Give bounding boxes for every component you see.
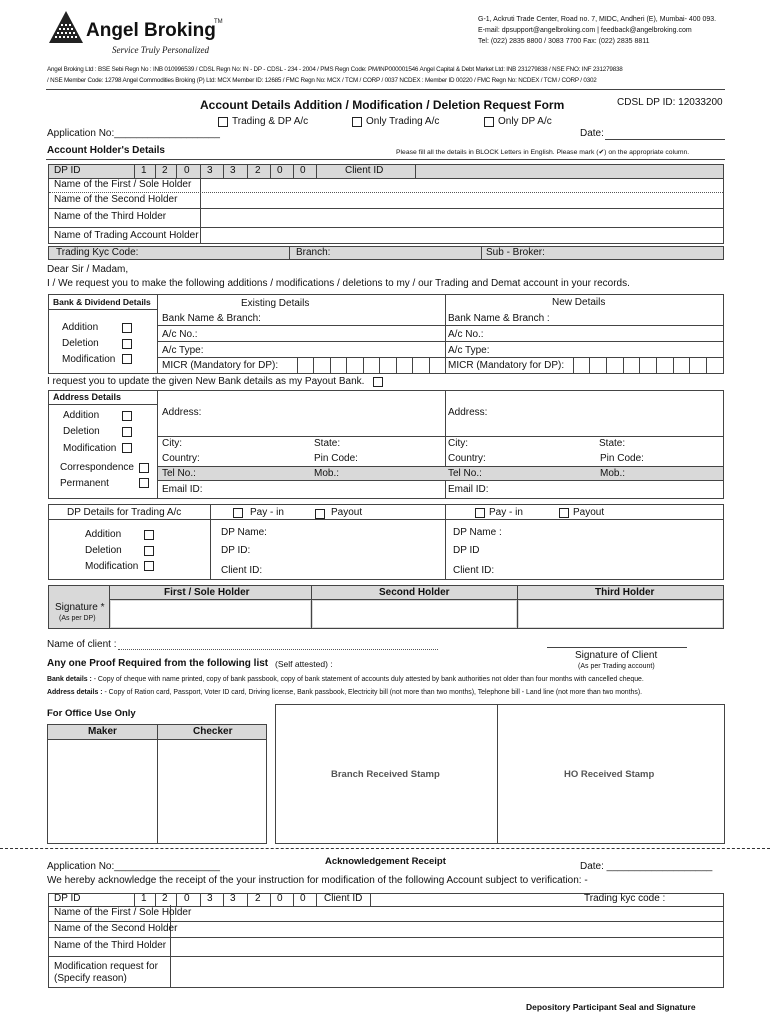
client-id-label: Client ID xyxy=(345,165,384,176)
first-holder-signature-box[interactable] xyxy=(111,601,310,627)
new-micr-boxes[interactable] xyxy=(573,357,723,373)
second-holder-label: Name of the Second Holder xyxy=(54,194,178,205)
row-divider xyxy=(49,921,723,922)
only-dp-label: Only DP A/c xyxy=(498,116,552,127)
bank-addition-checkbox[interactable] xyxy=(122,323,132,333)
row-divider xyxy=(109,599,723,600)
dp-digit: 1 xyxy=(141,165,147,176)
address-proof-line xyxy=(47,689,642,696)
row-divider xyxy=(157,466,723,467)
existing-city: City: xyxy=(162,438,182,449)
new-country: Country: xyxy=(448,453,486,464)
dp-name-right: DP Name : xyxy=(453,527,502,538)
ho-received-stamp: HO Received Stamp xyxy=(564,769,655,780)
ack-holder-table xyxy=(48,905,724,988)
maker-heading: Maker xyxy=(88,726,117,737)
section-line xyxy=(46,159,725,160)
col-divider xyxy=(311,586,312,628)
bank-details-table xyxy=(48,294,724,374)
ack-heading: Acknowledgement Receipt xyxy=(325,856,446,867)
bank-proof-label: Bank details : xyxy=(47,676,92,683)
existing-pin: Pin Code: xyxy=(314,453,358,464)
new-ac-no: A/c No.: xyxy=(448,329,484,340)
ack-date[interactable]: Date: ___________________ xyxy=(580,861,713,872)
col-divider xyxy=(109,586,110,628)
only-trading-checkbox[interactable] xyxy=(352,117,362,127)
row-divider xyxy=(49,404,157,405)
dp-digit: 0 xyxy=(300,165,306,176)
ack-modification-request: Modification request for xyxy=(54,961,158,972)
new-state: State: xyxy=(599,438,626,449)
row-divider xyxy=(157,480,723,481)
bank-modification-checkbox[interactable] xyxy=(122,354,132,364)
new-address: Address: xyxy=(448,407,488,418)
col-divider xyxy=(210,505,211,579)
bank-proof-text: - Copy of cheque with name printed, copy of bank passbook, copy of bank statement of accounts duly attested by bank authorities not older than four months with cancelled cheque. xyxy=(91,676,644,683)
row-divider xyxy=(157,341,723,342)
second-holder-signature-box[interactable] xyxy=(313,601,516,627)
ack-dp-digit: 1 xyxy=(141,893,147,904)
bank-addition-label: Addition xyxy=(62,322,99,333)
maker-checker-table xyxy=(47,724,267,844)
ack-dp-digit: 3 xyxy=(230,893,236,904)
row-divider xyxy=(49,956,723,957)
dp-details-heading: DP Details for Trading A/c xyxy=(67,507,182,518)
ack-third-holder: Name of the Third Holder xyxy=(54,940,167,951)
new-email: Email ID: xyxy=(448,484,489,495)
col-divider xyxy=(481,247,482,259)
logo xyxy=(48,10,84,44)
address-deletion-label: Deletion xyxy=(63,426,100,437)
new-tel: Tel No.: xyxy=(448,468,482,479)
existing-tel: Tel No.: xyxy=(162,468,196,479)
row-divider xyxy=(49,227,723,228)
row-divider xyxy=(49,937,723,938)
existing-ac-type: A/c Type: xyxy=(162,345,204,356)
payin-checkbox-right[interactable] xyxy=(475,508,485,518)
dp-digit: 2 xyxy=(255,165,261,176)
company-name: Angel Broking xyxy=(86,20,216,41)
existing-ac-no: A/c No.: xyxy=(162,329,198,340)
ack-dp-digit: 3 xyxy=(207,893,213,904)
cdsl-dp-id: CDSL DP ID: 12033200 xyxy=(617,97,723,108)
address-modification-checkbox[interactable] xyxy=(122,443,132,453)
first-sole-holder-heading: First / Sole Holder xyxy=(164,587,250,598)
dp-id-label: DP ID xyxy=(54,165,81,176)
dp-addition-label: Addition xyxy=(85,529,122,540)
existing-bank-name: Bank Name & Branch: xyxy=(162,313,261,324)
ack-dp-digit: 2 xyxy=(255,893,261,904)
row-divider xyxy=(49,519,723,520)
ack-first-holder: Name of the First / Sole Holder xyxy=(54,907,192,918)
ack-dp-digit: 0 xyxy=(300,893,306,904)
row-divider xyxy=(157,436,723,437)
bank-modification-label: Modification xyxy=(62,354,116,365)
existing-micr-boxes[interactable] xyxy=(297,357,445,373)
signature-of-client-line[interactable] xyxy=(547,647,687,648)
cut-line xyxy=(0,848,770,849)
payout-checkbox-left[interactable] xyxy=(315,509,325,519)
client-id-left: Client ID: xyxy=(221,565,263,576)
date-line[interactable] xyxy=(605,139,725,140)
col-divider xyxy=(157,725,158,843)
office-use-heading: For Office Use Only xyxy=(47,708,136,719)
payin-checkbox-left[interactable] xyxy=(233,508,243,518)
registration-line-1: Angel Broking Ltd : BSE Sebi Regn No : INB 010996539 / CDSL Regn No: IN - DP - CDSL - 234 - 2004 / PMS Regn Code: PM/INP000001546 Angel Capital & Debt Market Ltd: INB 231279838 / NSE FNO: INF 231279838 xyxy=(47,66,623,73)
ack-dp-digit: 0 xyxy=(277,893,283,904)
only-dp-checkbox[interactable] xyxy=(484,117,494,127)
new-pin: Pin Code: xyxy=(600,453,644,464)
checker-heading: Checker xyxy=(193,726,233,737)
salutation: Dear Sir / Madam, xyxy=(47,264,129,275)
branch-label: Branch: xyxy=(296,247,331,258)
registration-line-2: / NSE Member Code: 12798 Angel Commodities Broking (P) Ltd: MCX Member ID: 12685 / FMC Regn No: MCX / TCM / CORP / 0037 NCDEX : Member ID 00220 / FMC Regn No: NCDEX / TCM / CORP / 0302 xyxy=(47,77,597,84)
third-holder-signature-box[interactable] xyxy=(519,601,722,627)
correspondence-checkbox[interactable] xyxy=(139,463,149,473)
col-divider xyxy=(289,247,290,259)
existing-micr: MICR (Mandatory for DP): xyxy=(162,360,279,371)
name-of-client-label: Name of client : xyxy=(47,639,117,650)
payin-label-right: Pay - in xyxy=(489,507,523,518)
payout-bank-checkbox[interactable] xyxy=(373,377,383,387)
existing-mob: Mob.: xyxy=(314,468,340,479)
bank-deletion-checkbox[interactable] xyxy=(122,339,132,349)
col-divider xyxy=(445,391,446,498)
trading-holder-label: Name of Trading Account Holder xyxy=(54,230,199,241)
dp-addition-checkbox[interactable] xyxy=(144,530,154,540)
row-divider xyxy=(157,325,723,326)
signature-table xyxy=(48,585,724,629)
self-attested: (Self attested) : xyxy=(275,659,333,669)
permanent-label: Permanent xyxy=(60,478,109,489)
address-proof-text: - Copy of Ration card, Passport, Voter ID card, Driving license, Bank passbook, Electricity bill (not more than two months), Telephone bill - Land line (not more than two months). xyxy=(102,689,643,696)
address-details-table xyxy=(48,390,724,499)
payout-checkbox-right[interactable] xyxy=(559,508,569,518)
dp-id-left: DP ID: xyxy=(221,545,251,556)
col-divider xyxy=(157,391,158,498)
ack-client-id-label: Client ID xyxy=(324,893,363,904)
account-holders-heading: Account Holder's Details xyxy=(47,145,165,156)
name-of-client-line[interactable] xyxy=(118,649,438,650)
new-micr: MICR (Mandatory for DP): xyxy=(448,360,565,371)
bank-heading: Bank & Dividend Details xyxy=(53,297,151,307)
permanent-checkbox[interactable] xyxy=(139,478,149,488)
existing-state: State: xyxy=(314,438,341,449)
tel-row-shade xyxy=(158,466,723,480)
dp-modification-checkbox[interactable] xyxy=(144,561,154,571)
col-divider xyxy=(497,705,498,843)
new-city: City: xyxy=(448,438,468,449)
as-per-dp: (As per DP) xyxy=(59,615,96,622)
ack-dp-digit: 2 xyxy=(162,893,168,904)
address-heading: Address Details xyxy=(53,392,122,402)
dp-digit: 0 xyxy=(184,165,190,176)
instruction-text: Please fill all the details in BLOCK Letters in English. Please mark (✔) on the appropriate column. xyxy=(396,149,690,156)
bank-deletion-label: Deletion xyxy=(62,338,99,349)
new-mob: Mob.: xyxy=(600,468,626,479)
ack-dp-id-label: DP ID xyxy=(54,893,81,904)
signature-of-client-label: Signature of Client xyxy=(575,650,658,661)
new-ac-type: A/c Type: xyxy=(448,345,490,356)
payout-label-left: Payout xyxy=(331,507,363,518)
row-divider xyxy=(49,192,723,193)
payout-bank-request: I request you to update the given New Bank details as my Payout Bank. xyxy=(47,376,365,387)
company-phone: Tel: (022) 2835 8800 / 3083 7700 Fax: (022) 2835 8811 xyxy=(478,38,650,45)
second-holder-heading: Second Holder xyxy=(379,587,450,598)
existing-email: Email ID: xyxy=(162,484,203,495)
ack-second-holder: Name of the Second Holder xyxy=(54,923,178,934)
first-holder-label: Name of the First / Sole Holder xyxy=(54,179,192,190)
address-modification-label: Modification xyxy=(63,443,117,454)
signature-label: Signature * xyxy=(55,602,105,613)
ack-application-no[interactable]: Application No:___________________ xyxy=(47,861,220,872)
trademark: TM xyxy=(214,19,223,25)
payout-label-right: Payout xyxy=(573,507,605,518)
date-label: Date: xyxy=(580,128,604,139)
client-id-right: Client ID: xyxy=(453,565,495,576)
dp-name-left: DP Name: xyxy=(221,527,267,538)
new-details-heading: New Details xyxy=(552,297,606,308)
address-addition-checkbox[interactable] xyxy=(122,411,132,421)
dp-digit: 3 xyxy=(207,165,213,176)
dp-id-right: DP ID xyxy=(453,545,480,556)
company-address: G-1, Ackruti Trade Center, Road no. 7, MIDC, Andheri (E), Mumbai- 400 093. xyxy=(478,16,717,23)
application-no[interactable]: Application No:___________________ xyxy=(47,128,220,139)
dp-digit: 3 xyxy=(230,165,236,176)
col-divider xyxy=(445,505,446,579)
sub-broker-label: Sub - Broker: xyxy=(486,247,545,258)
company-email: E-mail: dpsupport@angelbroking.com | feedback@angelbroking.com xyxy=(478,27,692,34)
dp-seal-signature: Depository Participant Seal and Signature xyxy=(526,1002,696,1012)
existing-details-heading: Existing Details xyxy=(241,298,310,309)
dp-deletion-checkbox[interactable] xyxy=(144,546,154,556)
third-holder-heading: Third Holder xyxy=(595,587,655,598)
holder-names-table xyxy=(48,177,724,244)
row-divider xyxy=(49,309,157,310)
ack-dp-digit: 0 xyxy=(184,893,190,904)
dp-digit: 2 xyxy=(162,165,168,176)
ack-specify-reason: (Specify reason) xyxy=(54,973,127,984)
proof-heading: Any one Proof Required from the following list xyxy=(47,658,269,669)
only-trading-label: Only Trading A/c xyxy=(366,116,440,127)
address-addition-label: Addition xyxy=(63,410,100,421)
existing-country: Country: xyxy=(162,453,200,464)
tagline: Service Truly Personalized xyxy=(112,45,209,55)
col-divider xyxy=(200,177,201,243)
branch-received-stamp: Branch Received Stamp xyxy=(331,769,440,780)
bank-proof-line xyxy=(47,676,644,683)
ack-statement: We hereby acknowledge the receipt of the your instruction for modification of the following Account subject to verification: - xyxy=(47,875,588,886)
form-title: Account Details Addition / Modification / Deletion Request Form xyxy=(200,98,565,112)
ack-trading-kyc-label: Trading kyc code : xyxy=(584,893,666,904)
dp-deletion-label: Deletion xyxy=(85,545,122,556)
payin-label-left: Pay - in xyxy=(250,507,284,518)
header-divider xyxy=(46,89,725,90)
address-deletion-checkbox[interactable] xyxy=(122,427,132,437)
trading-kyc-row xyxy=(48,246,724,260)
angel-logo-icon xyxy=(48,10,84,44)
row-divider xyxy=(49,208,723,209)
trading-dp-checkbox[interactable] xyxy=(218,117,228,127)
address-proof-label: Address details : xyxy=(47,689,103,696)
third-holder-label: Name of the Third Holder xyxy=(54,211,167,222)
trading-kyc-label: Trading Kyc Code: xyxy=(56,247,139,258)
trading-dp-label: Trading & DP A/c xyxy=(232,116,309,127)
new-bank-name: Bank Name & Branch : xyxy=(448,313,550,324)
existing-address: Address: xyxy=(162,407,202,418)
col-divider xyxy=(157,295,158,373)
dp-modification-label: Modification xyxy=(85,561,139,572)
col-divider xyxy=(445,295,446,373)
dp-details-table xyxy=(48,504,724,580)
col-divider xyxy=(517,586,518,628)
correspondence-label: Correspondence xyxy=(60,462,134,473)
as-per-trading-account: (As per Trading account) xyxy=(578,663,655,670)
dp-digit: 0 xyxy=(277,165,283,176)
stamp-box xyxy=(275,704,725,844)
request-statement: I / We request you to make the following additions / modifications / deletions to my / our Trading and Demat account in your records. xyxy=(47,278,630,289)
